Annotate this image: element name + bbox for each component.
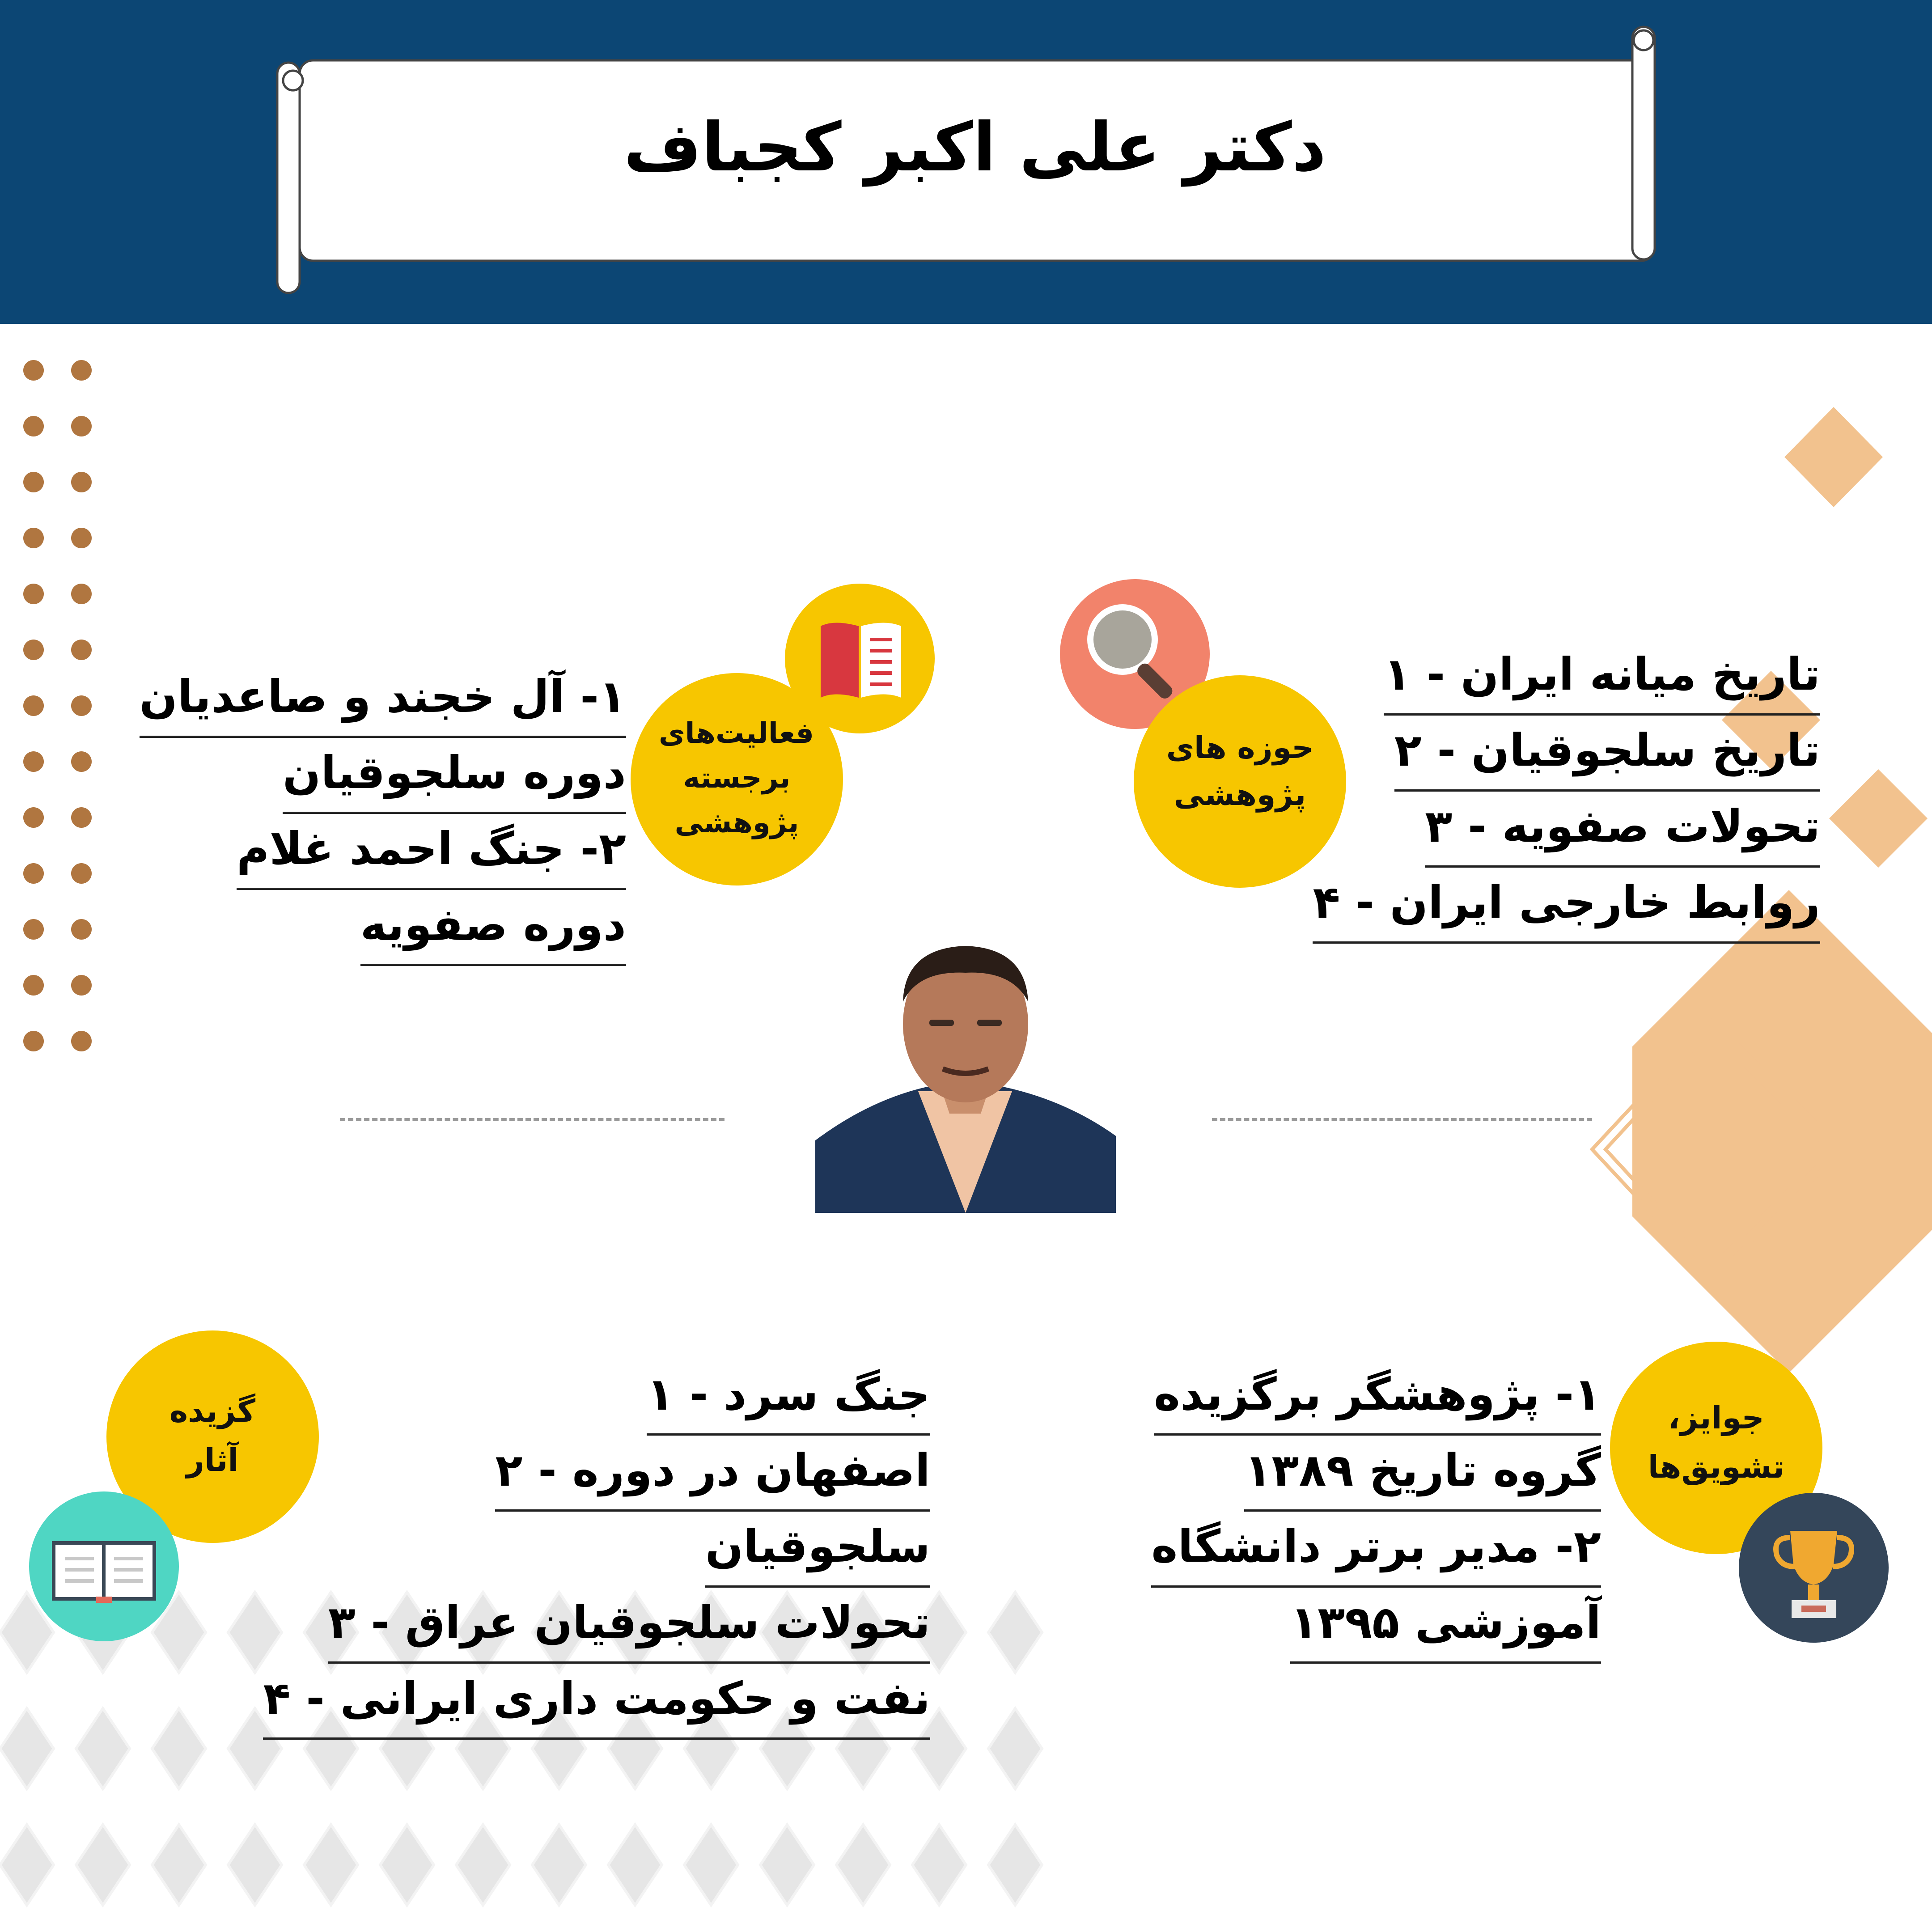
activity-item: دوره سلجوقیان <box>283 738 626 814</box>
research-item: روابط خارجی ایران - ۴ <box>1313 868 1820 944</box>
page-title: دکتر علی اکبر کجباف <box>623 109 1326 186</box>
award-item: ۲- مدیر برتر دانشگاه <box>1151 1512 1601 1588</box>
works-label: گزیده آثار <box>169 1393 256 1479</box>
research-item: تاریخ سلجوقیان - ۲ <box>1394 716 1820 792</box>
dashed-line-left <box>340 1118 724 1121</box>
open-book-icon <box>29 1491 179 1641</box>
works-items <box>263 1360 930 1740</box>
awards-items <box>1145 1360 1601 1664</box>
research-label: حوزه های پژوهشی <box>1166 730 1314 813</box>
trophy-icon <box>1739 1493 1889 1643</box>
portrait-photo <box>815 939 1116 1213</box>
award-item: گروه تاریخ ۱۳۸۹ <box>1244 1436 1601 1512</box>
dashed-line-right <box>1212 1118 1592 1121</box>
awards-label: جوایز، تشویق‌ها <box>1648 1399 1785 1485</box>
activities-items <box>134 662 626 966</box>
research-items <box>1313 640 1820 944</box>
work-item: جنگ سرد - ۱ <box>647 1360 930 1436</box>
work-item: سلجوقیان <box>705 1512 930 1588</box>
work-item: نفت و حکومت داری ایرانی - ۴ <box>263 1664 930 1740</box>
activity-item: ۲- جنگ احمد غلام <box>237 814 626 890</box>
research-item: تحولات صفویه - ۳ <box>1425 792 1820 868</box>
activity-item: دوره صفویه <box>360 890 626 966</box>
award-item: ۱- پژوهشگر برگزیده <box>1154 1360 1601 1436</box>
work-item: اصفهان در دوره - ۲ <box>495 1436 930 1512</box>
award-item: آموزشی ۱۳۹۵ <box>1290 1588 1601 1664</box>
activity-item: ۱- آل خجند و صاعدیان <box>140 662 626 738</box>
activities-label: فعالیت‌های برجسته پژوهشی <box>658 717 814 839</box>
work-item: تحولات سلجوقیان عراق - ۳ <box>328 1588 930 1664</box>
dot-grid <box>23 360 92 1051</box>
research-item: تاریخ میانه ایران - ۱ <box>1384 640 1820 716</box>
